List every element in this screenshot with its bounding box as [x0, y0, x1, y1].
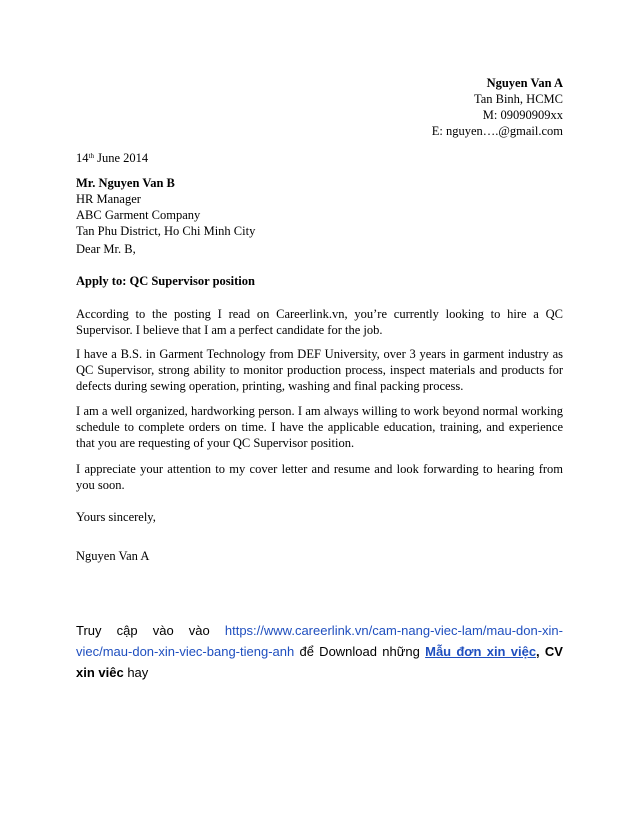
- footer-note: [76, 620, 563, 683]
- signature-name: Nguyen Van A: [76, 549, 150, 563]
- paragraph-1: According to the posting I read on Careerlink.vn, you’re currently looking to hire a QC Supervisor. I believe that I am a perfect candidate for the job.: [76, 307, 563, 337]
- sender-address: Tan Binh, HCMC: [473, 92, 563, 106]
- recipient-company: ABC Garment Company: [76, 208, 201, 222]
- footer-middle: để Download những: [294, 644, 426, 659]
- footer-url-link[interactable]: https://www.careerlink.vn/cam-nang-viec-lam/mau-don-xin-viec/mau-don-xin-viec-bang-tieng-anh: [76, 623, 563, 659]
- salutation: Dear Mr. B,: [76, 242, 136, 256]
- footer-suffix: hay: [123, 665, 149, 680]
- paragraph-3: I am a well organized, hardworking person. I am always willing to work beyond normal working schedule to complete orders on time. I have the applicable education, training, and experience that you are requesting of your QC Supervisor position.: [76, 404, 563, 450]
- footer-prefix: Truy cập vào vào: [76, 623, 225, 638]
- date-day: 14: [76, 151, 89, 165]
- sender-mobile: M: 09090909xx: [482, 108, 563, 122]
- footer-cv-text: CV xin viêc: [76, 644, 563, 680]
- sender-name: Nguyen Van A: [486, 76, 563, 90]
- footer-template-link[interactable]: Mẫu đơn xin việc: [425, 644, 537, 659]
- footer-comma: ,: [536, 644, 540, 659]
- sender-email: E: nguyen….@gmail.com: [431, 124, 563, 138]
- recipient-title: HR Manager: [76, 192, 141, 206]
- date-rest: June 2014: [93, 151, 149, 165]
- subject-line: Apply to: QC Supervisor position: [76, 274, 255, 288]
- date-suffix: th: [88, 152, 94, 160]
- recipient-name: Mr. Nguyen Van B: [76, 176, 175, 190]
- sender-block: [432, 75, 563, 139]
- recipient-block: [76, 175, 563, 239]
- paragraph-2: I have a B.S. in Garment Technology from DEF University, over 3 years in garment industry as QC Supervisor, strong ability to monitor production process, inspect materials and products for defects during sewing operation, printing, washing and final packing process.: [76, 347, 563, 393]
- letter-date: [76, 150, 563, 166]
- closing: Yours sincerely,: [76, 510, 156, 524]
- recipient-address: Tan Phu District, Ho Chi Minh City: [76, 224, 256, 238]
- paragraph-4: I appreciate your attention to my cover letter and resume and look forwarding to hearing from you soon.: [76, 462, 563, 492]
